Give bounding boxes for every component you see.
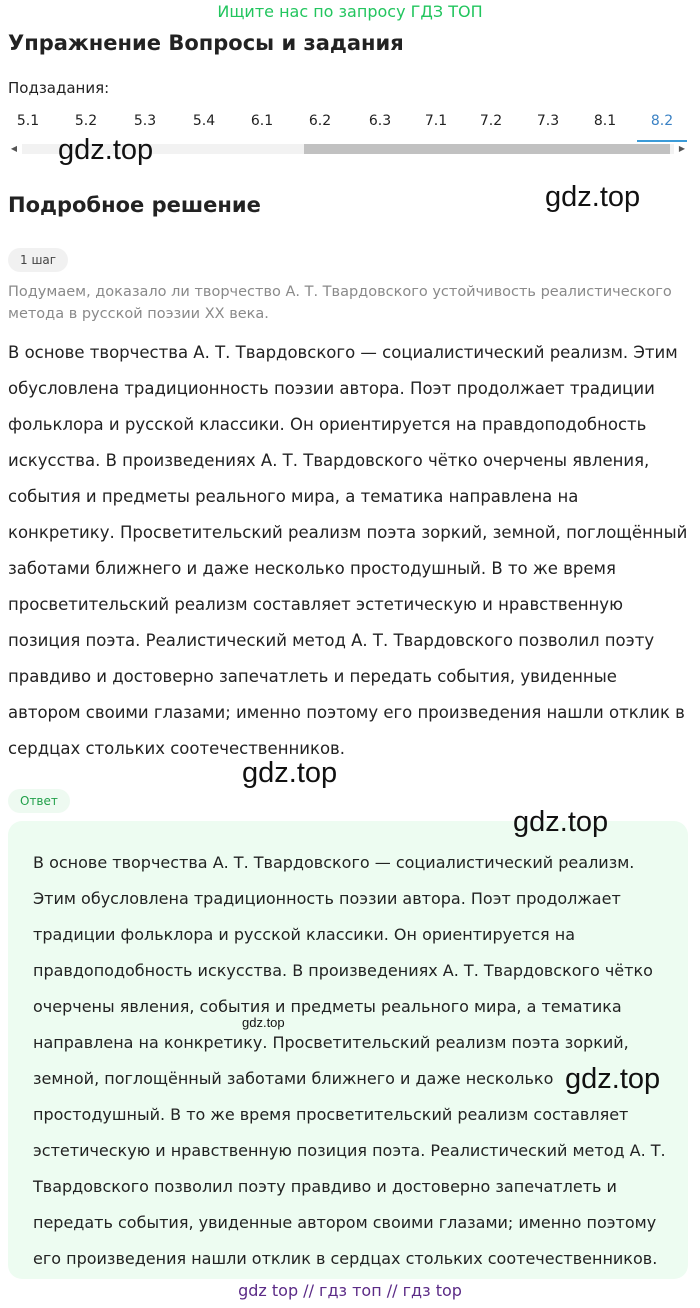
subtask-tab[interactable]: 8.1	[593, 113, 617, 129]
subtask-tab[interactable]: 6.1	[250, 113, 274, 129]
solution-text: В основе творчества А. Т. Твардовского — социалистический реализм. Этим обусловлена традиционность поэзии автора. Поэт продолжает традиции фольклора и русской классики. Он ориентируется на правдоподобность искусства. В произведениях А. Т. Твардовского чётко очерчены явления, события и предметы реального мира, а тематика направлена на конкретику. Просветительский реализм поэта зоркий, земной, поглощённый заботами ближнего и даже несколько простодушный. В то же время просветительский реализм составляет эстетическую и нравственную позиция поэта. Реалистический метод А. Т. Твардовского позволил поэту правдиво и достоверно запечатлеть и передать события, увиденные автором своими глазами; именно поэтому его произведения нашли отклик в сердцах стольких соотечественников.	[8, 343, 688, 758]
watermark: gdz.top	[58, 134, 154, 166]
subtasks-label: Подзадания:	[8, 79, 110, 97]
subtask-tab[interactable]: 6.2	[308, 113, 332, 129]
watermark: gdz.top	[565, 1063, 661, 1095]
solution-heading: Подробное решение	[8, 193, 261, 217]
answer-badge: Ответ	[8, 789, 70, 813]
scroll-thumb[interactable]	[304, 144, 670, 154]
answer-text: В основе творчества А. Т. Твардовского — социалистический реализм. Этим обусловлена традиционность поэзии автора. Поэт продолжает традиции фольклора и русской классики. Он ориентируется на правдоподобность искусства. В произведениях А. Т. Твардовского чётко очерчены явления, события и предметы реального мира, а тематика направлена на конкретику. Просветительский реализм поэта зоркий, земной, поглощённый заботами ближнего и даже несколько простодушный. В то же время просветительский реализм составляет эстетическую и нравственную позиция поэта. Реалистический метод А. Т. Твардовского позволил поэту правдиво и достоверно запечатлеть и передать события, увиденные автором своими глазами; именно поэтому его произведения нашли отклик в сердцах стольких соотечественников.	[33, 853, 666, 1268]
page-title: Упражнение Вопросы и задания	[8, 31, 404, 55]
step-badge: 1 шаг	[8, 248, 68, 272]
watermark: gdz.top	[242, 757, 338, 789]
subtask-tab[interactable]: 6.3	[368, 113, 392, 129]
subtask-tab[interactable]: 5.2	[74, 113, 98, 129]
watermark: gdz.top	[242, 1015, 285, 1030]
scroll-left-icon[interactable]: ◀	[10, 144, 18, 153]
subtask-tab[interactable]: 5.1	[16, 113, 40, 129]
subtask-tab[interactable]: 7.3	[536, 113, 560, 129]
step-description: Подумаем, доказало ли творчество А. Т. Твардовского устойчивость реалистического метода в русской поэзии XX века.	[8, 284, 672, 322]
subtask-tab[interactable]: 5.4	[192, 113, 216, 129]
subtask-tab-active[interactable]: 8.2	[637, 108, 687, 142]
search-banner: Ищите нас по запросу ГДЗ ТОП	[217, 2, 483, 21]
scroll-right-icon[interactable]: ▶	[678, 144, 686, 153]
watermark: gdz.top	[513, 806, 609, 838]
footer-links: gdz top // гдз топ // гдз top	[238, 1281, 462, 1300]
subtask-tab[interactable]: 7.2	[479, 113, 503, 129]
watermark: gdz.top	[545, 181, 641, 213]
subtask-tab[interactable]: 5.3	[133, 113, 157, 129]
subtask-tab[interactable]: 7.1	[424, 113, 448, 129]
